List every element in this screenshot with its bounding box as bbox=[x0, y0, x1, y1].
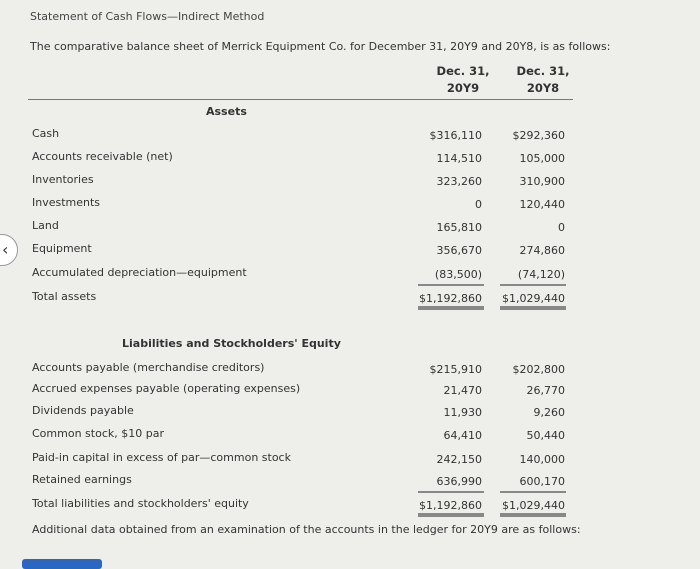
total-double-rule bbox=[500, 306, 566, 310]
row-label: Dividends payable bbox=[32, 404, 134, 417]
row-label: Total assets bbox=[32, 290, 97, 303]
row-label: Land bbox=[32, 219, 59, 232]
row-label: Retained earnings bbox=[32, 473, 132, 486]
row-label: Accounts payable (merchandise creditors) bbox=[32, 361, 265, 374]
total-double-rule bbox=[500, 513, 566, 517]
subtotal-rule bbox=[500, 491, 566, 493]
value-20y9: 0 bbox=[475, 198, 482, 211]
column-header-line2: 20Y8 bbox=[526, 81, 560, 95]
column-header-line1: Dec. 31, bbox=[436, 64, 490, 78]
value-20y9: 356,670 bbox=[436, 244, 482, 257]
column-header-line2: 20Y9 bbox=[446, 81, 480, 95]
row-label: Accounts receivable (net) bbox=[32, 150, 173, 163]
assets-heading: Assets bbox=[206, 105, 247, 118]
value-20y8: 600,170 bbox=[519, 475, 565, 488]
value-20y9: 64,410 bbox=[443, 429, 482, 442]
intro-text: The comparative balance sheet of Merrick Equipment Co. for December 31, 20Y9 and 20Y8, is as follows: bbox=[30, 40, 611, 53]
value-20y8: 50,440 bbox=[526, 429, 565, 442]
column-header-20y8 bbox=[508, 63, 578, 97]
value-20y9: 323,260 bbox=[436, 175, 482, 188]
value-20y9: 114,510 bbox=[436, 152, 482, 165]
value-20y8: $1,029,440 bbox=[502, 499, 565, 512]
total-double-rule bbox=[418, 513, 484, 517]
value-20y9: 636,990 bbox=[436, 475, 482, 488]
previous-button[interactable] bbox=[0, 234, 18, 266]
row-label: Common stock, $10 par bbox=[32, 427, 164, 440]
value-20y8: (74,120) bbox=[517, 268, 565, 281]
value-20y9: 21,470 bbox=[443, 384, 482, 397]
subtotal-rule bbox=[418, 284, 484, 286]
value-20y8: $202,800 bbox=[512, 363, 565, 376]
total-double-rule bbox=[418, 306, 484, 310]
value-20y9: 165,810 bbox=[436, 221, 482, 234]
subtotal-rule bbox=[418, 491, 484, 493]
value-20y8: 310,900 bbox=[519, 175, 565, 188]
value-20y9: $1,192,860 bbox=[419, 292, 482, 305]
value-20y8: 140,000 bbox=[519, 453, 565, 466]
value-20y9: $1,192,860 bbox=[419, 499, 482, 512]
value-20y8: $1,029,440 bbox=[502, 292, 565, 305]
header-divider bbox=[28, 99, 573, 100]
row-label: Inventories bbox=[32, 173, 94, 186]
subtotal-rule bbox=[500, 284, 566, 286]
additional-data-text: Additional data obtained from an examination of the accounts in the ledger for 20Y9 are as follows: bbox=[32, 523, 581, 536]
value-20y9: 11,930 bbox=[443, 406, 482, 419]
value-20y9: $215,910 bbox=[429, 363, 482, 376]
page-title: Statement of Cash Flows—Indirect Method bbox=[30, 10, 265, 23]
value-20y9: 242,150 bbox=[436, 453, 482, 466]
value-20y8: $292,360 bbox=[512, 129, 565, 142]
row-label: Total liabilities and stockholders' equity bbox=[32, 497, 249, 510]
column-header-20y9 bbox=[428, 63, 498, 97]
value-20y8: 105,000 bbox=[519, 152, 565, 165]
chevron-left-icon: ‹ bbox=[2, 240, 9, 259]
row-label: Investments bbox=[32, 196, 101, 209]
row-label: Equipment bbox=[32, 242, 92, 255]
value-20y9: $316,110 bbox=[429, 129, 482, 142]
row-label: Accrued expenses payable (operating expenses) bbox=[32, 382, 301, 395]
row-label: Paid-in capital in excess of par—common stock bbox=[32, 451, 291, 464]
value-20y8: 9,260 bbox=[533, 406, 565, 419]
value-20y8: 26,770 bbox=[526, 384, 565, 397]
row-label: Accumulated depreciation—equipment bbox=[32, 266, 247, 279]
value-20y8: 0 bbox=[558, 221, 565, 234]
row-label: Cash bbox=[32, 127, 60, 140]
value-20y9: (83,500) bbox=[434, 268, 482, 281]
liabilities-heading: Liabilities and Stockholders' Equity bbox=[122, 337, 341, 350]
blue-button[interactable] bbox=[22, 559, 102, 569]
value-20y8: 120,440 bbox=[519, 198, 565, 211]
value-20y8: 274,860 bbox=[519, 244, 565, 257]
column-header-line1: Dec. 31, bbox=[516, 64, 570, 78]
